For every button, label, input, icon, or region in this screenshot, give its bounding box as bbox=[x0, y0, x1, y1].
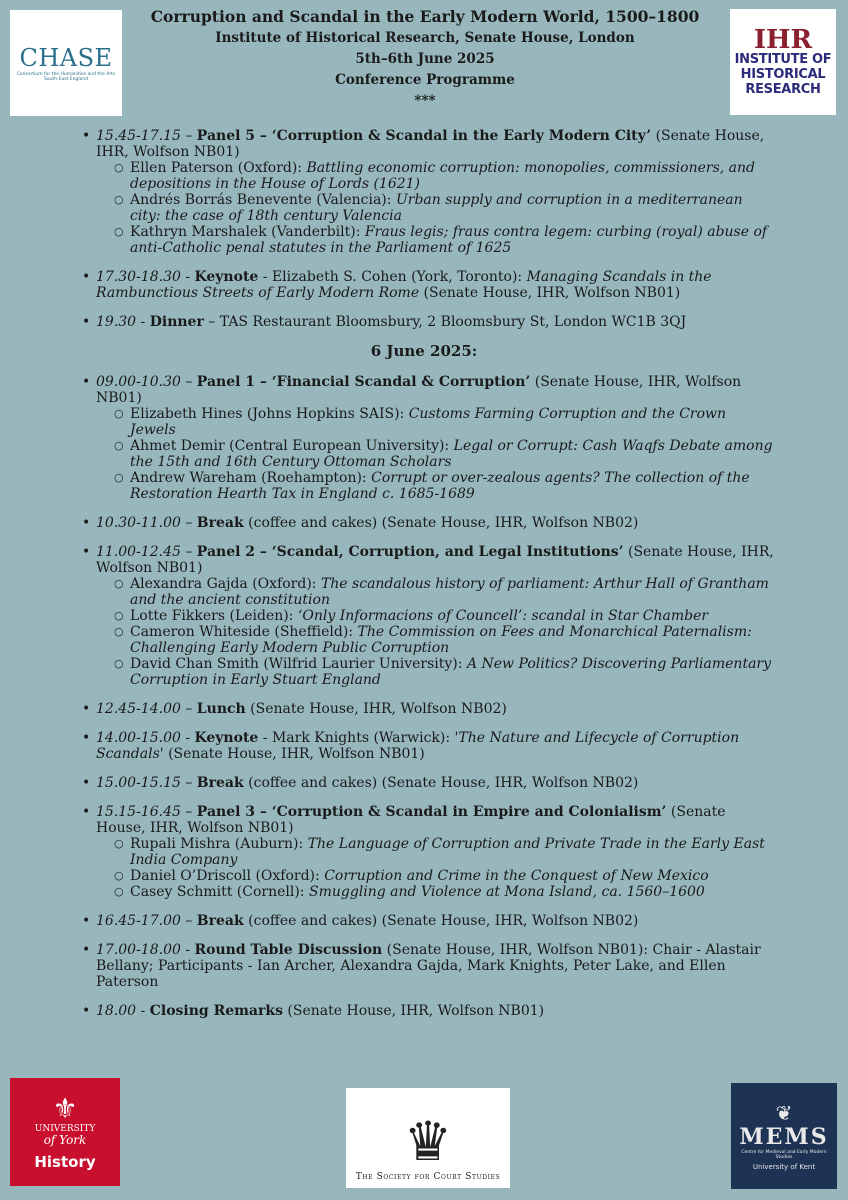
session-label: Break bbox=[196, 515, 244, 531]
paper-speaker: Ahmet Demir (Central European University): bbox=[130, 438, 454, 454]
session-separator: – bbox=[180, 128, 197, 144]
day1-sessions bbox=[0, 128, 848, 330]
session-item bbox=[96, 942, 848, 990]
paper-list bbox=[96, 406, 776, 502]
paper-speaker: Ellen Paterson (Oxford): bbox=[130, 160, 307, 176]
session-item bbox=[96, 913, 848, 929]
session-time: 10.30-11.00 bbox=[96, 515, 181, 531]
paper-title: Smuggling and Violence at Mona Island, ca. 1560–1600 bbox=[308, 884, 705, 900]
session-separator: - bbox=[136, 1003, 150, 1019]
york-history-logo bbox=[10, 1078, 120, 1186]
conference-dates: 5th–6th June 2025 bbox=[355, 51, 495, 67]
session-separator: – bbox=[180, 804, 197, 820]
session-label: Break bbox=[196, 775, 244, 791]
paper-speaker: Daniel O’Driscoll (Oxford): bbox=[130, 868, 325, 884]
session-label: Panel 1 – ‘Financial Scandal & Corruption’ bbox=[196, 374, 531, 390]
programme bbox=[0, 128, 848, 1032]
paper-title: Battling economic corruption: monopolies, commissioners, and depositions in the House of Lords (1621) bbox=[130, 160, 755, 192]
paper-item bbox=[130, 192, 776, 224]
york-uni-line: UNIVERSITY bbox=[34, 1123, 96, 1134]
session-time: 19.30 bbox=[96, 314, 137, 330]
title-block bbox=[130, 6, 720, 112]
session-label: Panel 3 – ‘Corruption & Scandal in Empire and Colonialism’ bbox=[196, 804, 667, 820]
paper-speaker: Cameron Whiteside (Sheffield): bbox=[130, 624, 358, 640]
paper-speaker: Elizabeth Hines (Johns Hopkins SAIS): bbox=[130, 406, 409, 422]
session-location: (coffee and cakes) (Senate House, IHR, Wolfson NB02) bbox=[243, 913, 639, 929]
session-label: Dinner bbox=[149, 314, 204, 330]
session-time: 12.45-14.00 bbox=[96, 701, 181, 717]
paper-speaker: Alexandra Gajda (Oxford): bbox=[130, 576, 321, 592]
paper-item bbox=[130, 868, 776, 884]
paper-item bbox=[130, 406, 776, 438]
session-location: (coffee and cakes) (Senate House, IHR, Wolfson NB02) bbox=[243, 515, 639, 531]
chase-logo-text: CHASE bbox=[19, 44, 113, 72]
session-location: (coffee and cakes) (Senate House, IHR, Wolfson NB02) bbox=[243, 775, 639, 791]
paper-speaker: Casey Schmitt (Cornell): bbox=[130, 884, 309, 900]
chase-logo-subtext: Consortium for the Humanities and the Arts South-East England bbox=[16, 72, 116, 82]
session-speaker: - Elizabeth S. Cohen (York, Toronto): bbox=[258, 269, 527, 285]
session-label: Panel 5 – ‘Corruption & Scandal in the Early Modern City’ bbox=[196, 128, 652, 144]
ihr-line-1: INSTITUTE OF bbox=[734, 51, 832, 67]
crown-icon: ♛ bbox=[403, 1110, 453, 1173]
session-separator: – bbox=[180, 374, 197, 390]
day2-heading: 6 June 2025: bbox=[370, 342, 478, 360]
session-location: (Senate House, IHR, Wolfson NB01) bbox=[163, 746, 425, 762]
session-label: Keynote bbox=[194, 269, 259, 285]
session-location: – TAS Restaurant Bloomsbury, 2 Bloomsbury St, London WC1B 3QJ bbox=[203, 314, 687, 330]
paper-title: Urban supply and corruption in a mediterranean city: the case of 18th century Valencia bbox=[130, 192, 743, 224]
york-history-text: History bbox=[34, 1152, 96, 1171]
paper-list bbox=[96, 836, 776, 900]
mems-logo bbox=[731, 1083, 837, 1189]
mems-bird-icon: ❦ bbox=[775, 1100, 793, 1125]
session-location: (Senate House, IHR, Wolfson NB02) bbox=[245, 701, 507, 717]
session-location: (Senate House, IHR, Wolfson NB01) bbox=[96, 804, 726, 836]
session-separator: – bbox=[180, 913, 197, 929]
paper-speaker: Rupali Mishra (Auburn): bbox=[130, 836, 308, 852]
paper-item bbox=[130, 624, 776, 656]
paper-list bbox=[96, 576, 776, 688]
conference-subtitle: Conference Programme bbox=[335, 72, 515, 88]
session-location: (Senate House, IHR, Wolfson NB01) bbox=[419, 285, 681, 301]
session-location: (Senate House, IHR, Wolfson NB01) bbox=[282, 1003, 545, 1019]
session-title: The Nature and Lifecycle of Corruption Scandals' bbox=[96, 730, 740, 762]
paper-speaker: Kathryn Marshalek (Vanderbilt): bbox=[130, 224, 365, 240]
ihr-logo bbox=[730, 9, 836, 115]
paper-title: Corrupt or over-zealous agents? The collection of the Restoration Hearth Tax in England c. 1685-1689 bbox=[130, 470, 750, 502]
ihr-logo-words bbox=[735, 52, 832, 97]
session-item bbox=[96, 515, 848, 531]
session-location: (Senate House, IHR, Wolfson NB01) bbox=[96, 544, 774, 576]
day2-sessions bbox=[0, 374, 848, 1019]
ihr-line-3: RESEARCH bbox=[745, 81, 821, 97]
paper-title: Corruption and Crime in the Conquest of New Mexico bbox=[324, 868, 709, 884]
york-of-line: of York bbox=[43, 1132, 87, 1147]
paper-title: Legal or Corrupt: Cash Waqfs Debate among the 15th and 16th Century Ottoman Scholars bbox=[130, 438, 773, 470]
stars-divider: *** bbox=[414, 93, 436, 109]
york-university-text bbox=[35, 1124, 96, 1147]
paper-item bbox=[130, 160, 776, 192]
session-item bbox=[96, 1003, 848, 1019]
paper-item bbox=[130, 470, 776, 502]
paper-title: Customs Farming Corruption and the Crown Jewels bbox=[130, 406, 727, 438]
session-location: (Senate House, IHR, Wolfson NB01) bbox=[96, 374, 742, 406]
paper-title: ‘Only Informacions of Councell’: scandal in Star Chamber bbox=[297, 608, 709, 624]
court-studies-text: The Society for Court Studies bbox=[355, 1172, 501, 1182]
session-label: Keynote bbox=[194, 730, 259, 746]
paper-speaker: Andrew Wareham (Roehampton): bbox=[130, 470, 372, 486]
page-header bbox=[0, 0, 848, 118]
session-separator: - bbox=[136, 314, 150, 330]
paper-item bbox=[130, 438, 776, 470]
session-label: Closing Remarks bbox=[149, 1003, 283, 1019]
session-time: 15.45-17.15 bbox=[96, 128, 181, 144]
mems-word: MEMS bbox=[739, 1123, 829, 1150]
court-studies-logo bbox=[346, 1088, 510, 1188]
session-separator: – bbox=[180, 544, 197, 560]
session-label: Round Table Discussion bbox=[194, 942, 383, 958]
paper-title: A New Politics? Discovering Parliamentary Corruption in Early Stuart England bbox=[130, 656, 772, 688]
session-time: 14.00-15.00 bbox=[96, 730, 181, 746]
session-item bbox=[96, 544, 848, 688]
paper-item bbox=[130, 836, 776, 868]
paper-item bbox=[130, 656, 776, 688]
conference-title: Corruption and Scandal in the Early Modern World, 1500–1800 bbox=[150, 7, 700, 26]
conference-venue: Institute of Historical Research, Senate House, London bbox=[215, 30, 635, 46]
session-item bbox=[96, 775, 848, 791]
session-item bbox=[96, 374, 848, 502]
session-title: Managing Scandals in the Rambunctious Streets of Early Modern Rome bbox=[96, 269, 712, 301]
paper-speaker: David Chan Smith (Wilfrid Laurier University): bbox=[130, 656, 467, 672]
paper-item bbox=[130, 608, 776, 624]
session-item bbox=[96, 701, 848, 717]
session-item bbox=[96, 804, 848, 900]
session-time: 16.45-17.00 bbox=[96, 913, 181, 929]
paper-title: Fraus legis; fraus contra legem: curbing (royal) abuse of anti-Catholic penal statutes in the Parliament of 1625 bbox=[130, 224, 768, 256]
ihr-line-2: HISTORICAL bbox=[740, 66, 826, 82]
paper-list bbox=[96, 160, 776, 256]
paper-title: The scandalous history of parliament: Arthur Hall of Grantham and the ancient constitution bbox=[130, 576, 769, 608]
session-separator: - bbox=[180, 269, 195, 285]
session-item bbox=[96, 730, 848, 762]
paper-item bbox=[130, 576, 776, 608]
session-label: Break bbox=[196, 913, 244, 929]
paper-speaker: Lotte Fikkers (Leiden): bbox=[130, 608, 298, 624]
paper-item bbox=[130, 884, 776, 900]
session-separator: – bbox=[180, 701, 197, 717]
session-speaker: - Mark Knights (Warwick): ' bbox=[258, 730, 459, 746]
paper-title: The Commission on Fees and Monarchical Paternalism: Challenging Early Modern Public Corruption bbox=[130, 624, 752, 656]
session-item bbox=[96, 269, 848, 301]
session-item bbox=[96, 314, 848, 330]
mems-subtext: Centre for Medieval and Early Modern Studies bbox=[741, 1149, 827, 1160]
session-item bbox=[96, 128, 848, 256]
session-separator: - bbox=[180, 730, 195, 746]
paper-speaker: Andrés Borrás Benevente (Valencia): bbox=[130, 192, 396, 208]
session-separator: – bbox=[180, 515, 197, 531]
session-separator: – bbox=[180, 775, 197, 791]
session-time: 15.00-15.15 bbox=[96, 775, 181, 791]
mems-kent: University of Kent bbox=[752, 1162, 816, 1171]
chase-logo bbox=[10, 10, 122, 116]
york-crest-icon: ⚜ bbox=[52, 1091, 78, 1125]
paper-title: The Language of Corruption and Private Trade in the Early East India Company bbox=[130, 836, 765, 868]
session-time: 17.30-18.30 bbox=[96, 269, 181, 285]
session-label: Panel 2 – ‘Scandal, Corruption, and Legal Institutions’ bbox=[196, 544, 624, 560]
session-time: 11.00-12.45 bbox=[96, 544, 181, 560]
paper-item bbox=[130, 224, 776, 256]
session-time: 18.00 bbox=[96, 1003, 137, 1019]
session-time: 09.00-10.30 bbox=[96, 374, 181, 390]
session-location: (Senate House, IHR, Wolfson NB01): Chair - Alastair Bellany; Participants - Ian Archer, Alexandra Gajda, Mark Knights, Peter Lake, and Ellen Paterson bbox=[96, 942, 761, 990]
session-location: (Senate House, IHR, Wolfson NB01) bbox=[96, 128, 765, 160]
ihr-logo-mark: IHR bbox=[753, 24, 813, 55]
session-time: 17.00-18.00 bbox=[96, 942, 181, 958]
session-separator: - bbox=[180, 942, 195, 958]
session-label: Lunch bbox=[196, 701, 246, 717]
session-time: 15.15-16.45 bbox=[96, 804, 181, 820]
